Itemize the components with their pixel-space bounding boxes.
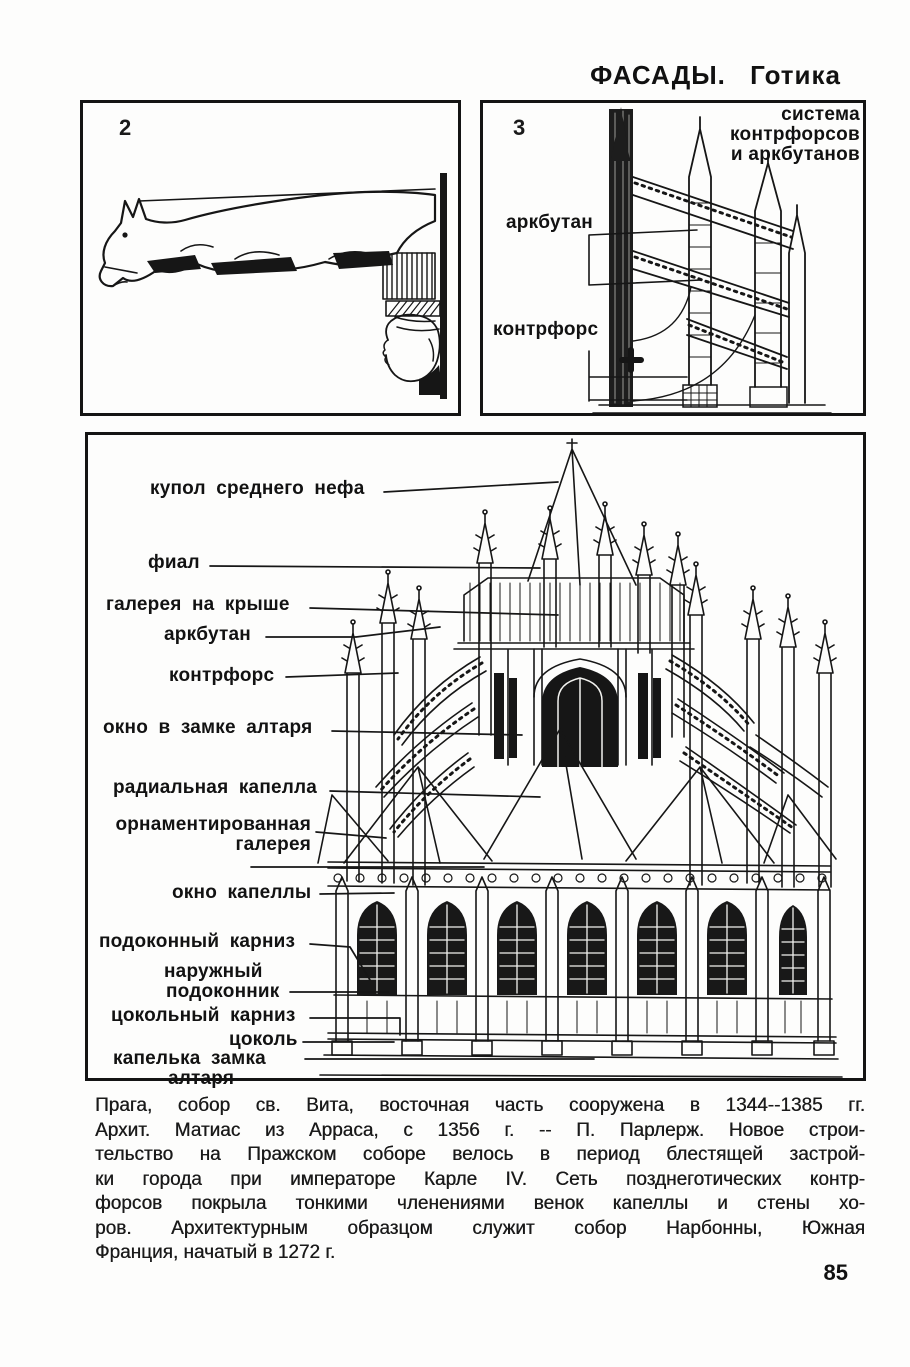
label-plinth: цоколь: [229, 1029, 298, 1050]
plinth-courses: [320, 1001, 842, 1077]
label-flying-buttress: аркбутан: [506, 212, 593, 233]
label-roof-gallery: галерея на крыше: [106, 594, 290, 615]
label-nave-dome: купол среднего нефа: [150, 478, 365, 499]
carved-head: [383, 315, 443, 395]
label-buttress: контрфорс: [169, 665, 275, 686]
caption-line: ров. Архитектурным образцом служит собор Нарбонны, Южная: [95, 1217, 865, 1239]
label-altar-drip-line1: капелька замка: [113, 1048, 266, 1069]
label-radial-chapel: радиальная капелла: [113, 777, 318, 798]
figure-3-buttress-system: [480, 100, 866, 416]
figure-2-gargoyle: [80, 100, 461, 416]
wall-edge: [440, 173, 447, 399]
caption-line: тельство на Пражском соборе велось в период блестящей застрой-: [95, 1144, 865, 1165]
figure-caption: [95, 1094, 865, 1266]
gargoyle-drawing: [83, 103, 458, 413]
apse-window: [494, 649, 661, 767]
label-altar-drip-line2: алтаря: [168, 1068, 235, 1089]
label-flying-buttress: аркбутан: [164, 624, 251, 645]
label-outer-sill-line1: наружный: [164, 961, 263, 982]
label-plinth-cornice: цокольный карниз: [111, 1005, 296, 1026]
main-figure-chevet: [85, 432, 866, 1089]
label-outer-sill-line2: подоконник: [166, 981, 280, 1002]
label-chapel-window: окно капеллы: [172, 882, 312, 903]
label-ornamental-gallery: орнаментированная галерея: [115, 814, 311, 855]
figure-3-caption: система контрфорсов и аркбутанов: [730, 104, 860, 165]
caption-line: Архит. Матиас из Арраса, с 1356 г. -- П. Парлерж. Новое строи-: [95, 1119, 865, 1141]
page-title: ФАСАДЫ. Готика: [590, 60, 841, 90]
caption-line: форсов покрыла тонкими членениями венок капеллы и стены хо-: [95, 1193, 865, 1214]
caption-line: ки города при императоре Карле IV. Сеть позднеготических контр-: [95, 1168, 865, 1190]
caption-line: Прага, собор св. Вита, восточная часть сооружена в 1344--1385 гг.: [95, 1095, 865, 1116]
flying-buttress-arms: [633, 177, 793, 401]
label-apse-window: окно в замке алтаря: [103, 717, 313, 738]
figure-2-number: 2: [119, 115, 132, 140]
label-buttress: контрфорс: [493, 319, 599, 340]
chapel-windows: [334, 901, 832, 999]
label-finial: фиал: [148, 552, 200, 573]
page-number: 85: [823, 1260, 848, 1285]
caption-line: Франция, начатый в 1272 г.: [95, 1242, 336, 1263]
figure-3-number: 3: [513, 115, 526, 140]
label-sill-cornice: подоконный карниз: [99, 931, 296, 952]
